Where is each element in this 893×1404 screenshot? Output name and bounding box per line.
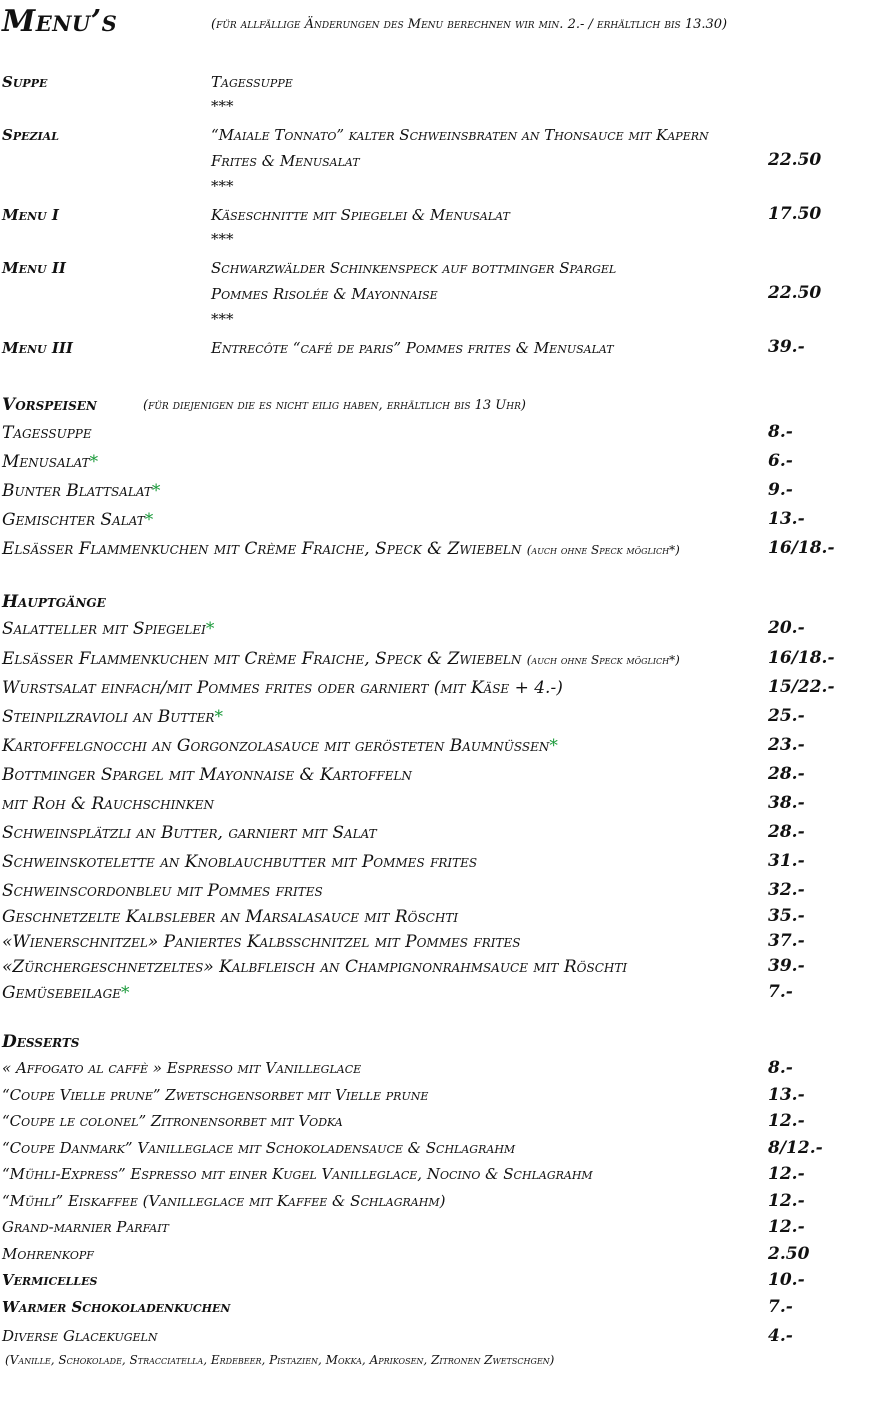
menu-category: Menu II [2, 259, 66, 277]
menu-description: Pommes Risolée & Mayonnaise [211, 285, 438, 303]
menu-item-price: 13.- [768, 1085, 805, 1105]
menu-item-price: 28.- [768, 764, 805, 784]
menu-price: 17.50 [768, 204, 822, 224]
item-label: Mohrenkopf [2, 1245, 94, 1263]
menu-item-price: 35.- [768, 906, 805, 926]
menu-item-name [2, 823, 377, 843]
menu-item-name [2, 1165, 593, 1183]
vegetarian-star: * [121, 983, 130, 1003]
vegetarian-star: * [144, 510, 154, 530]
menu-item-name [2, 649, 680, 669]
item-label: Gemüsebeilage [2, 983, 122, 1003]
menu-item-name [2, 452, 98, 472]
menu-item-name [2, 852, 477, 872]
menu-item-price: 10.- [768, 1270, 805, 1290]
menu-item-name [2, 736, 558, 756]
vegetarian-star: * [549, 736, 558, 756]
menu-item-name [2, 481, 160, 501]
item-label: Salatteller mit Spiegelei [2, 619, 206, 639]
menu-item-name [2, 707, 223, 727]
menu-item-name [2, 1059, 361, 1077]
section-title-hauptgaenge: Hauptgänge [2, 592, 106, 612]
item-label: Diverse Glacekugeln [2, 1327, 158, 1345]
menu-item-price: 38.- [768, 793, 805, 813]
vegetarian-star: * [205, 619, 215, 639]
item-label: “Coupe le colonel” Zitronensorbet mit Vodka [2, 1112, 343, 1130]
menu-category: Spezial [2, 126, 59, 144]
menu-item-price: 12.- [768, 1111, 805, 1131]
menu-item-price: 32.- [768, 880, 805, 900]
vegetarian-star: * [89, 452, 99, 472]
menu-item-name [2, 510, 153, 530]
item-label: Elsässer Flammenkuchen mit Crème Fraiche, Speck & Zwiebeln [2, 539, 527, 559]
menu-item-name [2, 983, 130, 1003]
menu-item-price: 6.- [768, 451, 793, 471]
menu-item-name [2, 932, 520, 952]
menu-description: “Maiale Tonnato” kalter Schweinsbraten an Thonsauce mit Kapern [211, 126, 709, 144]
menu-item-price: 31.- [768, 851, 805, 871]
menu-item-price: 7.- [768, 982, 793, 1002]
menu-item-price: 9.- [768, 480, 793, 500]
item-label: “Mühli-Express” Espresso mit einer Kugel Vanilleglace, Nocino & Schlagrahm [2, 1165, 593, 1183]
menu-description: Käseschnitte mit Spiegelei & Menusalat [211, 206, 510, 224]
menu-separator: *** [211, 310, 234, 328]
menu-item-price: 20.- [768, 618, 805, 638]
item-label: mit Roh & Rauchschinken [2, 794, 215, 814]
menu-item-name [2, 619, 214, 639]
menu-item-price: 8.- [768, 422, 793, 442]
item-note: (auch ohne Speck möglich*) [526, 543, 680, 557]
menu-item-price: 7.- [768, 1297, 793, 1317]
section-title-desserts: Desserts [2, 1032, 80, 1052]
item-label: «Zürchergeschnetzeltes» Kalbfleisch an Champignonrahmsauce mit Röschti [2, 957, 628, 977]
menu-item-name [2, 423, 92, 443]
item-label: Elsässer Flammenkuchen mit Crème Fraiche, Speck & Zwiebeln [2, 649, 527, 669]
menu-description: Frites & Menusalat [211, 152, 360, 170]
menu-item-price: 8.- [768, 1058, 793, 1078]
menu-category: Suppe [2, 73, 48, 91]
menu-item-name [2, 765, 412, 785]
menu-item-name [2, 907, 458, 927]
menu-item-price: 2.50 [768, 1244, 810, 1264]
menu-description: Tagessuppe [211, 73, 293, 91]
menu-category: Menu III [2, 339, 73, 357]
menu-item-price: 15/22.- [768, 677, 835, 697]
menu-item-price: 37.- [768, 931, 805, 951]
menu-item-name [2, 1192, 445, 1210]
section-note-vorspeisen: (für diejenigen die es nicht eilig haben, erhältlich bis 13 Uhr) [143, 398, 526, 413]
menu-item-name [2, 1245, 94, 1263]
menu-item-name [2, 1298, 230, 1316]
item-label: « Affogato al caffè » Espresso mit Vanilleglace [2, 1059, 362, 1077]
item-note: (auch ohne Speck möglich*) [526, 653, 680, 667]
menu-item-name [2, 1218, 169, 1236]
item-label: Wurstsalat einfach/mit Pommes frites oder garniert (mit Käse + 4.-) [2, 678, 563, 698]
item-label: «Wienerschnitzel» Paniertes Kalbsschnitzel mit Pommes frites [2, 932, 521, 952]
glace-flavours: (Vanille, Schokolade, Stracciatella, Erdebeer, Pistazien, Mokka, Aprikosen, Zitronen Zwetschgen) [5, 1353, 555, 1367]
item-label: Geschnetzelte Kalbsleber an Marsalasauce mit Röschti [2, 907, 459, 927]
item-label: Vermicelles [2, 1271, 98, 1289]
menu-separator: *** [211, 230, 234, 248]
menu-item-price: 39.- [768, 956, 805, 976]
menu-item-name [2, 678, 563, 698]
menu-item-price: 8/12.- [768, 1138, 823, 1158]
menu-price: 39.- [768, 337, 805, 357]
menu-separator: *** [211, 177, 234, 195]
menu-description: Entrecôte “café de paris” Pommes frites & Menusalat [211, 339, 614, 357]
item-label: Bottminger Spargel mit Mayonnaise & Kartoffeln [2, 765, 412, 785]
menu-item-name [2, 1086, 428, 1104]
menu-item-name [2, 794, 214, 814]
item-label: “Mühli” Eiskaffee (Vanilleglace mit Kaffee & Schlagrahm) [2, 1192, 446, 1210]
item-label: Menusalat [2, 452, 90, 472]
menu-item-price: 13.- [768, 509, 805, 529]
menu-item-price: 25.- [768, 706, 805, 726]
vegetarian-star: * [214, 707, 223, 727]
menu-price: 22.50 [768, 150, 822, 170]
menu-item-price: 4.- [768, 1326, 793, 1346]
item-label: Schweinscordonbleu mit Pommes frites [2, 881, 323, 901]
item-label: Steinpilzravioli an Butter [2, 707, 215, 727]
item-label: “Coupe Danmark” Vanilleglace mit Schokoladensauce & Schlagrahm [2, 1139, 516, 1157]
item-label: Tagessuppe [2, 423, 92, 443]
section-title-vorspeisen: Vorspeisen [2, 395, 97, 415]
menu-item-name [2, 957, 627, 977]
menu-item-price: 16/18.- [768, 648, 835, 668]
menu-item-price: 12.- [768, 1164, 805, 1184]
menu-price: 22.50 [768, 283, 822, 303]
menu-item-name [2, 1327, 157, 1345]
page-title: Menu’s [2, 4, 118, 39]
item-label: Kartoffelgnocchi an Gorgonzolasauce mit gerösteten Baumnüssen [2, 736, 550, 756]
menu-item-name [2, 881, 323, 901]
menu-item-price: 12.- [768, 1191, 805, 1211]
item-label: Grand-marnier Parfait [2, 1218, 169, 1236]
item-label: “Coupe Vielle prune” Zwetschgensorbet mit Vielle prune [2, 1086, 429, 1104]
item-label: Schweinskotelette an Knoblauchbutter mit Pommes frites [2, 852, 478, 872]
menu-item-price: 16/18.- [768, 538, 835, 558]
item-label: Gemischter Salat [2, 510, 145, 530]
menu-separator: *** [211, 97, 234, 115]
menu-item-price: 28.- [768, 822, 805, 842]
menu-item-price: 23.- [768, 735, 805, 755]
item-label: Warmer Schokoladenkuchen [2, 1298, 231, 1316]
menu-category: Menu I [2, 206, 59, 224]
item-label: Schweinsplätzli an Butter, garniert mit Salat [2, 823, 377, 843]
menu-item-price: 12.- [768, 1217, 805, 1237]
menu-item-name [2, 1271, 97, 1289]
vegetarian-star: * [151, 481, 161, 501]
menu-description: Schwarzwälder Schinkenspeck auf bottminger Spargel [211, 259, 617, 277]
item-label: Bunter Blattsalat [2, 481, 152, 501]
menu-item-name [2, 1112, 343, 1130]
menu-note: (für allfällige Änderungen des Menu berechnen wir min. 2.- / erhältlich bis 13.30) [211, 17, 728, 32]
menu-item-name [2, 1139, 515, 1157]
menu-item-name [2, 539, 680, 559]
